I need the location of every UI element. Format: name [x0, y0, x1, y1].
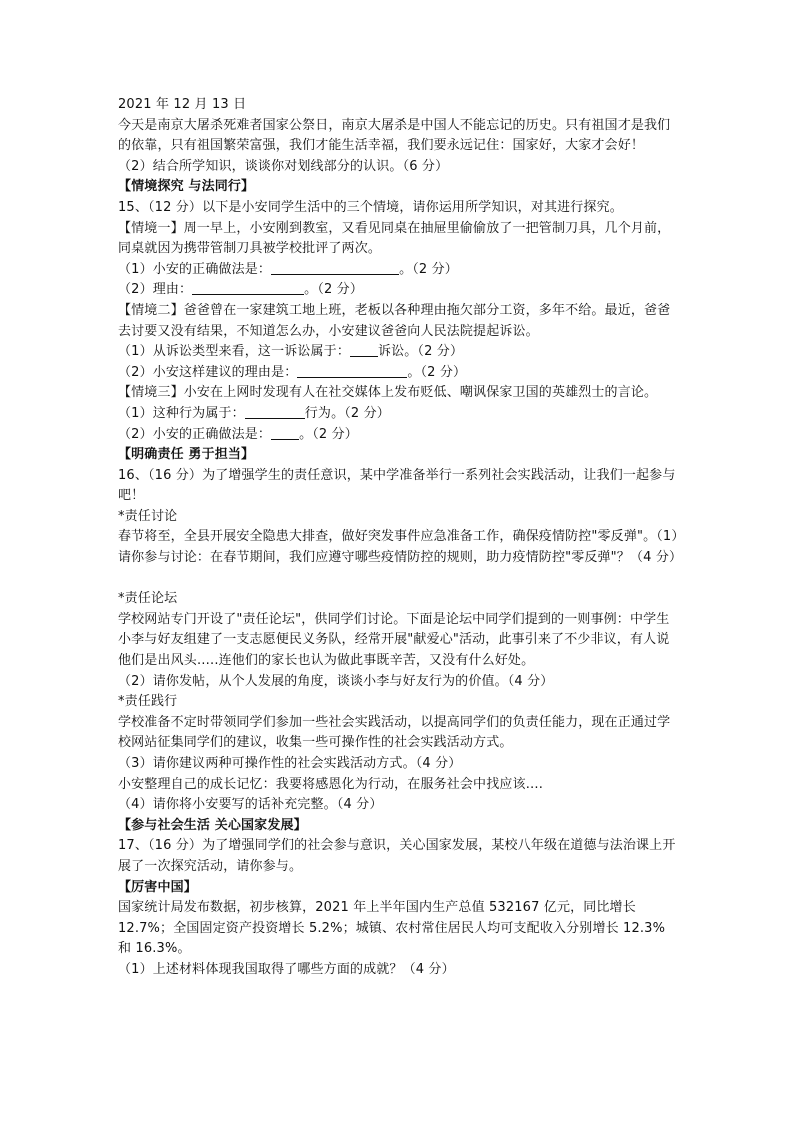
scene-3-text: 【情境三】小安在上网时发现有人在社交媒体上发布贬低、嘲讽保家卫国的英雄烈士的言论。: [118, 385, 658, 401]
practice-question-3: （3）请你建议两种可操作性的社会实践活动方式。（4 分）: [118, 756, 462, 771]
question-16: 16、（16 分）为了增强学生的责任意识，某中学准备举行一系列社会实践活动，让我们一起参与吧！: [118, 467, 676, 504]
intro-paragraph: 今天是南京大屠杀死难者国家公祭日，南京大屠杀是中国人不能忘记的历史。只有祖国才是我们的依靠，只有祖国繁荣富强，我们才能生活幸福，我们要永远记住：国家好，大家才会好！: [118, 117, 671, 154]
question-text: （1）小安的正确做法是：: [118, 261, 272, 277]
question-text: 。（2 分）: [399, 261, 458, 277]
subsection-title-practice: *责任践行: [118, 694, 178, 710]
scene-1-question-1: [118, 260, 678, 281]
date-line: 2021 年 12 月 13 日: [118, 97, 247, 112]
question-17-1: （1）上述材料体现我国取得了哪些方面的成就？（4 分）: [118, 961, 455, 977]
forum-text: 学校网站专门开设了"责任论坛"，供同学们讨论。下面是论坛中同学们提到的一则事例：中学生小李与好友组建了一支志愿便民义务队，经常开展"献爱心"活动，此事引来了不少非议，有人说他们是出风头…..连他们的家长也认为做此事既辛苦，又没有什么好处。: [118, 611, 670, 669]
question-text: （1）从诉讼类型来看，这一诉讼属于：: [118, 344, 350, 360]
scene-3-question-1: [118, 404, 678, 425]
answer-blank[interactable]: [271, 260, 399, 275]
scene-1-question-2: [118, 280, 678, 301]
subsection-title-forum: *责任论坛: [118, 591, 178, 607]
question-15: 15、（12 分）以下是小安同学生活中的三个情境，请你运用所学知识，对其进行探究。: [118, 199, 623, 215]
answer-blank[interactable]: [350, 342, 378, 357]
question-text: （2）小安这样建议的理由是：: [118, 364, 298, 380]
question-text: 。（2 分）: [299, 426, 358, 442]
answer-blank[interactable]: [192, 280, 304, 295]
question-text: 。（2 分）: [407, 364, 467, 380]
document-content: [118, 95, 683, 981]
answer-blank[interactable]: [271, 425, 299, 440]
section-heading-law: 【情境探究 与法同行】: [118, 179, 255, 195]
forum-question: （2）请你发帖，从个人发展的角度，谈谈小李与好友行为的价值。（4 分）: [118, 673, 554, 689]
answer-blank[interactable]: [245, 404, 305, 419]
practice-text: 学校准备不定时带领同学们参加一些社会实践活动，以提高同学们的负责任能力，现在正通过学校网站征集同学们的建议，收集一些可操作性的社会实践活动方式。: [118, 714, 671, 751]
section-heading-responsibility: 【明确责任 勇于担当】: [118, 447, 255, 463]
question-text: （2）理由：: [118, 282, 193, 298]
subsection-title-discussion: *责任讨论: [118, 508, 178, 524]
question-text: （1）这种行为属于：: [118, 405, 245, 421]
scene-1-text: 【情境一】周一早上，小安刚到教室，又看见同桌在抽屉里偷偷放了一把管制刀具，几个月前，同桌就因为携带管制刀具被学校批评了两次。: [118, 220, 671, 257]
blank-line: [118, 569, 678, 590]
discussion-text: 春节将至，全县开展安全隐患大排查，做好突发事件应急准备工作，确保疫情防控"零反弹"。（1）请你参与讨论：在春节期间，我们应遵守哪些疫情防控的规则，助力疫情防控"零反弹"？（4 分）: [118, 529, 683, 566]
scene-2-text: 【情境二】爸爸曾在一家建筑工地上班，老板以各种理由拖欠部分工资，多年不给。最近，爸爸去讨要又没有结果，不知道怎么办，小安建议爸爸向人民法院提起诉讼。: [118, 302, 671, 339]
question-text: 。（2 分）: [304, 282, 363, 298]
scene-2-question-2: [118, 363, 678, 384]
question-2-intro: （2）结合所学知识，谈谈你对划线部分的认识。（6 分）: [118, 158, 449, 174]
growth-memo: 小安整理自己的成长记忆：我要将感恩化为行动，在服务社会中找应该….: [118, 776, 544, 792]
statistics-text: 国家统计局发布数据，初步核算，2021 年上半年国内生产总值 532167 亿元，同比增长 12.7%；全国固定资产投资增长 5.2%；城镇、农村常住居民人均可支配收入分别增长 12.3%和 16.3%。: [118, 900, 666, 957]
subsection-title-china: 【厉害中国】: [118, 879, 197, 895]
scene-3-question-2: [118, 425, 678, 446]
scene-2-question-1: [118, 342, 678, 363]
practice-question-4: （4）请你将小安要写的话补充完整。（4 分）: [118, 797, 383, 813]
question-text: 诉讼。（2 分）: [377, 344, 464, 360]
question-text: 行为。（2 分）: [304, 405, 390, 421]
answer-blank[interactable]: [297, 363, 407, 378]
section-heading-society: 【参与社会生活 关心国家发展】: [118, 817, 307, 833]
question-text: （2）小安的正确做法是：: [118, 426, 272, 442]
question-17: 17、（16 分）为了增强同学们的社会参与意识，关心国家发展，某校八年级在道德与法治课上开展了一次探究活动，请你参与。: [118, 838, 676, 874]
